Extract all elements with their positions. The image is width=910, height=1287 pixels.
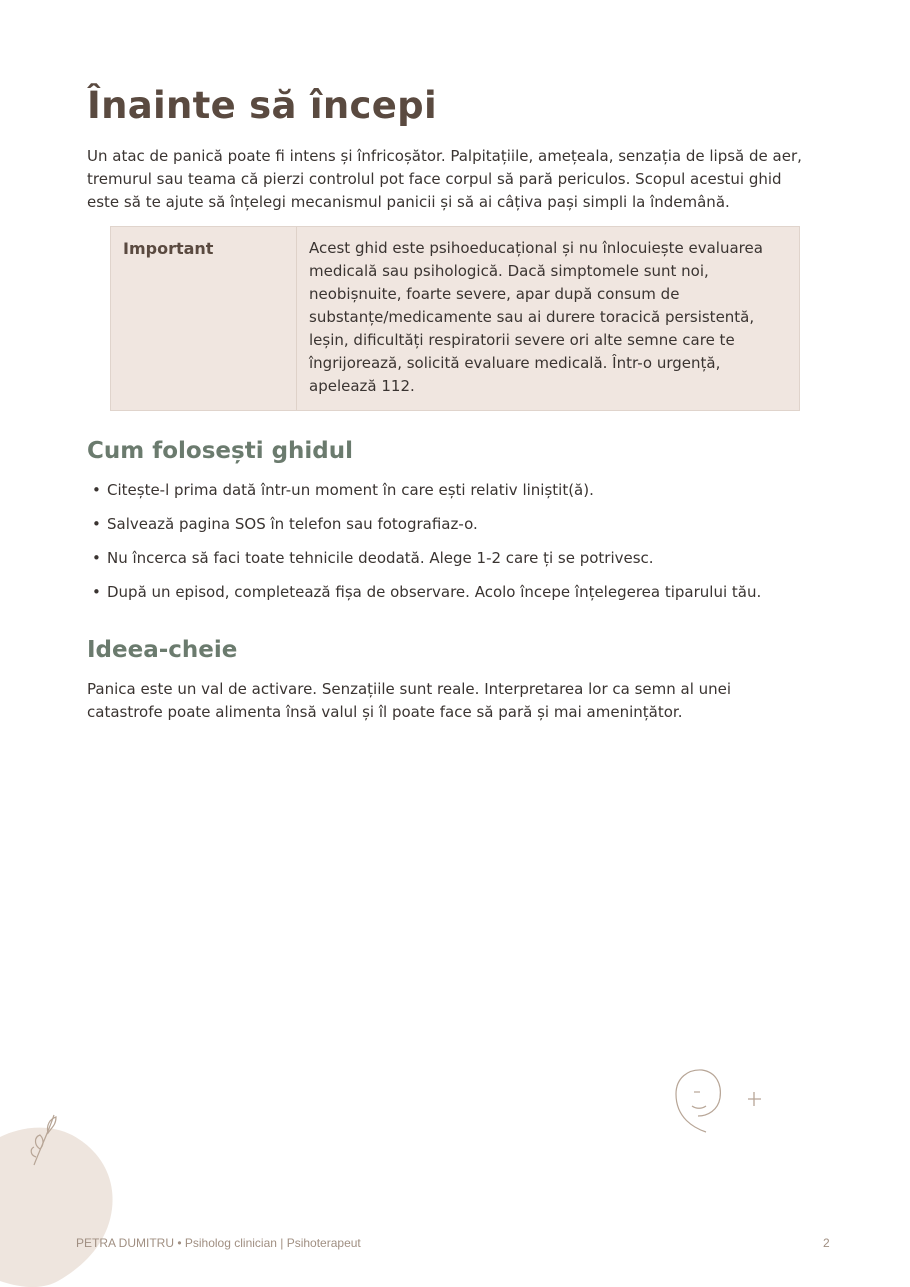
page-title: Înainte să începi (87, 84, 437, 127)
bullet-icon: • (92, 515, 101, 533)
footer-author: PETRA DUMITRU • Psiholog clinician | Psihoterapeut (76, 1236, 361, 1250)
key-idea-text: Panica este un val de activare. Senzațiile sunt reale. Interpretarea lor ca semn al unei catastrofe poate alimenta însă valul și îl poate face să pară și mai amenințător. (87, 680, 732, 721)
list-item (92, 479, 761, 513)
list-item (92, 581, 761, 615)
list-item (92, 513, 761, 547)
usage-section-title: Cum folosești ghidul (87, 438, 354, 464)
notice-label: Important (111, 227, 297, 410)
notice-text: Acest ghid este psihoeducațional și nu înlocuiește evaluarea medicală sau psihologică. Dacă simptomele sunt noi, neobișnuite, foarte severe, apar după consum de substanțe/medicamente sau ai durere toracică persistentă, leșin, dificultăți respiratorii severe ori alte semne care te îngrijorează, solicită evaluare medicală. Într-o urgență, apelează 112. (309, 239, 763, 395)
page-number: 2 (823, 1236, 830, 1250)
bullet-icon: • (92, 583, 101, 601)
decorative-blob (0, 1105, 120, 1287)
intro-paragraph: Un atac de panică poate fi intens și înfricoșător. Palpitațiile, amețeala, senzația de lipsă de aer, tremurul sau teama că pierzi controlul pot face corpul să pară periculos. Scopul acestui ghid este să te ajute să înțelegi mecanismul panicii și să ai câțiva pași simpli la îndemână. (87, 147, 802, 211)
list-item-text: Salvează pagina SOS în telefon sau fotografiaz-o. (107, 515, 478, 533)
important-notice-box (110, 226, 800, 411)
bullet-icon: • (92, 481, 101, 499)
usage-list (92, 479, 761, 615)
list-item-text: După un episod, completează fișa de observare. Acolo începe înțelegerea tiparului tău. (107, 583, 762, 601)
list-item-text: Citește-l prima dată într-un moment în care ești relativ liniștit(ă). (107, 481, 594, 499)
list-item (92, 547, 761, 581)
key-idea-title: Ideea-cheie (87, 637, 238, 663)
face-doodle-icon (668, 1064, 728, 1140)
list-item-text: Nu încerca să faci toate tehnicile deodată. Alege 1-2 care ți se potrivesc. (107, 549, 654, 567)
bullet-icon: • (92, 549, 101, 567)
plus-doodle-icon (745, 1089, 765, 1109)
